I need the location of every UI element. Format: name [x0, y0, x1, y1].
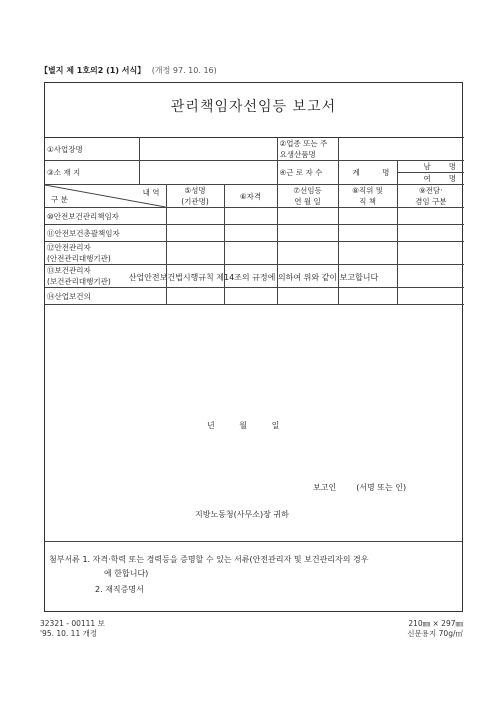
table-cell[interactable] [397, 208, 464, 225]
industry-label: ②업종 또는 주 요생산품명 [277, 138, 338, 161]
name-header: ⑤성명 (기관명) [166, 185, 224, 208]
table-cell[interactable] [338, 225, 397, 242]
row-label-safety-health-manager: ⑩안전보건관리책임자 [45, 208, 166, 225]
table-cell[interactable] [397, 288, 464, 305]
table-cell[interactable] [224, 288, 277, 305]
workers-label: ④근 로 자 수 [277, 161, 338, 185]
table-cell[interactable] [277, 242, 338, 265]
table-cell[interactable] [338, 288, 397, 305]
recipient: 지방노동청(사무소)장 귀하 [195, 510, 289, 519]
table-cell[interactable] [277, 208, 338, 225]
attachments: 첨부서류 1. 자격·학력 또는 경력등을 증명할 수 있는 서류(안전관리자 및 보건관리자의 경우 에 한합니다) 2. 재직증명서 [49, 555, 369, 594]
row-label-safety-manager: ⑫안전관리자 (안전관리대행기관) [45, 242, 166, 265]
footer-right: 210㎜ × 297㎜ 신문용지 70g/㎡ [407, 619, 463, 638]
position-header: ⑧직위 및 직 책 [338, 185, 397, 208]
workplace-field[interactable] [139, 138, 277, 161]
report-statement: 산업안전보건법시행규칙 제14조의 규정에 의하여 위와 같이 보고합니다 [128, 273, 379, 282]
industry-field[interactable] [338, 138, 464, 161]
form-number: 【별지 제 1호의2 (1) 서식】 [40, 66, 146, 75]
table-cell[interactable] [166, 225, 224, 242]
row-label-general-manager: ⑪안전보건총괄책임자 [45, 225, 166, 242]
qualification-header: ⑥자격 [224, 185, 277, 208]
table-cell[interactable] [277, 288, 338, 305]
revision-date: (개정 97. 10. 16) [151, 66, 217, 75]
table-cell[interactable] [224, 208, 277, 225]
table-cell[interactable] [397, 242, 464, 265]
report-date: 년 월 일 [207, 421, 280, 430]
divider [45, 541, 462, 542]
footer-left: 32321 - 00111 보 '95. 10. 11 개정 [40, 619, 105, 638]
workers-total-field[interactable]: 계 명 [338, 161, 397, 185]
reporter-line: 보고인 (서명 또는 인) [313, 483, 407, 492]
fulltime-header: ⑨전담· 겸임 구분 [397, 185, 464, 208]
workers-gender-field[interactable]: 남 명 여 명 [397, 161, 464, 185]
workplace-label: ①사업장명 [45, 138, 139, 161]
table-cell[interactable] [224, 242, 277, 265]
table-cell[interactable] [338, 208, 397, 225]
form-number-header [40, 65, 217, 76]
address-label: ③소 재 지 [45, 161, 139, 185]
table-cell[interactable] [277, 225, 338, 242]
table-cell[interactable] [166, 208, 224, 225]
table-cell[interactable] [166, 288, 224, 305]
row-label-health-manager: ⑬보건관리자 (보건관리대행기관) [45, 265, 166, 288]
page-title: 관리책임자선임등 보고서 [170, 99, 337, 115]
table-cell[interactable] [397, 225, 464, 242]
row-label-occupational-physician: ⑭산업보건의 [45, 288, 166, 305]
appointed-date-header: ⑦선임등 연 월 일 [277, 185, 338, 208]
table-cell[interactable] [338, 242, 397, 265]
category-header: 내 역 구 분 [45, 185, 166, 208]
table-cell[interactable] [224, 225, 277, 242]
table-cell[interactable] [166, 242, 224, 265]
report-form [44, 82, 463, 612]
address-field[interactable] [139, 161, 277, 185]
